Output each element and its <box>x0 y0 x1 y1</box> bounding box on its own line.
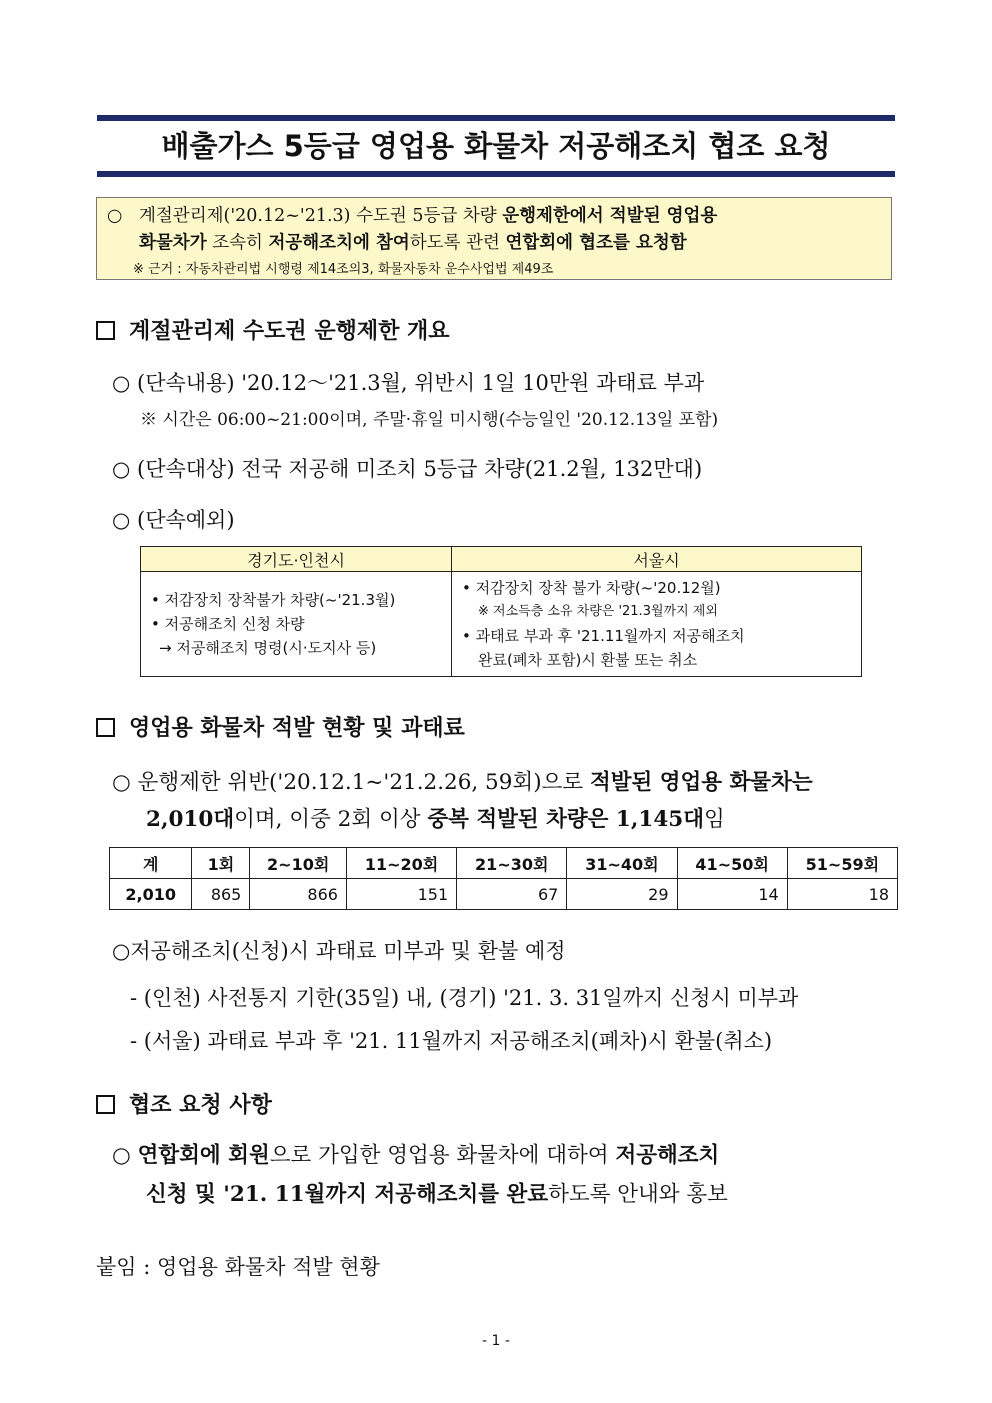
table-header-cell: 31~40회 <box>567 848 677 879</box>
status-emphasis: 중복 적발된 차량은 1,145대 <box>427 807 705 832</box>
checkbox-square-icon <box>96 1095 115 1114</box>
section-heading-overview <box>96 314 450 345</box>
page-number: - 1 - <box>482 1333 510 1349</box>
table-header-cell: 계 <box>110 848 192 879</box>
request-emphasis: 신청 및 '21. 11월까지 저공해조치를 완료 <box>146 1182 549 1207</box>
table-cell: 866 <box>250 879 347 910</box>
overview-item-exceptions: ○ (단속예외) <box>112 508 235 532</box>
status-item-line-1 <box>112 765 813 796</box>
summary-emphasis: 연합회에 협조를 요청함 <box>505 233 687 253</box>
table-cell: 14 <box>677 879 787 910</box>
status-emphasis: 적발된 영업용 화물차는 <box>589 770 813 795</box>
checkbox-square-icon <box>96 321 115 340</box>
table-header-cell: 2~10회 <box>250 848 347 879</box>
request-text: ○ <box>112 1143 138 1168</box>
exceptions-cell-seoul <box>452 572 862 677</box>
status-item-line-2 <box>146 802 725 833</box>
exceptions-item: 완료(폐차 포함)시 환불 또는 취소 <box>478 651 698 669</box>
section-heading-request <box>96 1088 272 1119</box>
table-header-row <box>110 848 898 879</box>
title-rule-bottom <box>97 171 895 177</box>
violation-count-table <box>109 847 898 910</box>
summary-text: 계절관리제('20.12~'21.3) 수도권 5등급 차량 <box>138 206 503 226</box>
table-row <box>110 879 898 910</box>
exceptions-item: • 과태료 부과 후 '21.11월까지 저공해조치 <box>462 627 745 645</box>
table-header-cell: 21~30회 <box>457 848 567 879</box>
exceptions-item: → 저공해조치 명령(시·도지사 등) <box>159 639 377 657</box>
exceptions-note: ※ 저소득층 소유 차량은 '21.3월까지 제외 <box>478 604 718 619</box>
status-item-refund: ○저공해조치(신청)시 과태료 미부과 및 환불 예정 <box>112 939 566 963</box>
checkbox-square-icon <box>96 718 115 737</box>
section-heading-status <box>96 711 465 742</box>
table-header-cell: 41~50회 <box>677 848 787 879</box>
status-item-refund-seoul: - (서울) 과태료 부과 후 '21. 11월까지 저공해조치(폐차)시 환불(취소) <box>130 1029 773 1053</box>
section-heading-text: 영업용 화물차 적발 현황 및 과태료 <box>129 716 465 741</box>
status-text: 이며, 이중 2회 이상 <box>234 807 428 832</box>
summary-note: ※ 근거 : 자동차관리법 시행령 제14조의3, 화물자동차 운수사업법 제49조 <box>133 262 554 277</box>
table-cell: 67 <box>457 879 567 910</box>
exceptions-item: • 저감장치 장착불가 차량(~'21.3월) <box>151 591 396 609</box>
status-text: ○ 운행제한 위반('20.12.1~'21.2.26, 59회)으로 <box>112 770 590 795</box>
summary-line-1 <box>107 202 717 227</box>
table-cell-total: 2,010 <box>110 879 192 910</box>
overview-item-enforcement-note: ※ 시간은 06:00~21:00이며, 주말·휴일 미시행(수능일인 '20.12.13일 포함) <box>140 410 719 430</box>
exceptions-cell-gyeonggi <box>141 572 452 677</box>
request-emphasis: 저공해조치 <box>615 1143 720 1168</box>
exceptions-header-gyeonggi: 경기도·인천시 <box>141 547 452 572</box>
table-cell: 151 <box>346 879 456 910</box>
request-text: 하도록 안내와 홍보 <box>548 1182 728 1207</box>
request-item-line-2 <box>146 1177 728 1208</box>
status-emphasis: 2,010대 <box>146 807 235 832</box>
table-header-cell: 51~59회 <box>787 848 897 879</box>
summary-text: 하도록 관련 <box>409 233 506 253</box>
summary-text: 조속히 <box>206 233 269 253</box>
summary-emphasis: 저공해조치에 참여 <box>268 233 410 253</box>
status-text: 임 <box>704 807 725 832</box>
section-heading-text: 계절관리제 수도권 운행제한 개요 <box>129 319 450 344</box>
exceptions-item: • 저감장치 장착 불가 차량(~'20.12월) <box>462 579 721 597</box>
table-cell: 865 <box>192 879 250 910</box>
table-cell: 18 <box>787 879 897 910</box>
table-header-cell: 1회 <box>192 848 250 879</box>
table-header-cell: 11~20회 <box>346 848 456 879</box>
document-title: 배출가스 5등급 영업용 화물차 저공해조치 협조 요청 <box>161 129 831 163</box>
summary-box <box>96 197 892 280</box>
request-text: 으로 가입한 영업용 화물차에 대하여 <box>269 1143 616 1168</box>
summary-emphasis: 운행제한에서 적발된 영업용 <box>502 206 718 226</box>
status-item-refund-incheon: - (인천) 사전통지 기한(35일) 내, (경기) '21. 3. 31일까지 신청시 미부과 <box>130 986 799 1010</box>
section-heading-text: 협조 요청 사항 <box>129 1093 272 1118</box>
summary-emphasis: 화물차가 <box>139 233 207 253</box>
overview-item-target: ○ (단속대상) 전국 저공해 미조치 5등급 차량(21.2월, 132만대) <box>112 457 703 481</box>
exceptions-header-seoul: 서울시 <box>452 547 862 572</box>
summary-line-2 <box>139 229 687 254</box>
overview-item-enforcement: ○ (단속내용) '20.12～'21.3월, 위반시 1일 10만원 과태료 부과 <box>112 371 705 395</box>
exceptions-table <box>140 546 862 677</box>
request-item-line-1 <box>112 1138 719 1169</box>
request-emphasis: 연합회에 회원 <box>137 1143 270 1168</box>
title-banner <box>97 115 895 177</box>
table-cell: 29 <box>567 879 677 910</box>
summary-bullet: ○ <box>107 206 123 226</box>
exceptions-item: • 저공해조치 신청 차량 <box>151 615 305 633</box>
attachment-note: 붙임 : 영업용 화물차 적발 현황 <box>96 1255 380 1279</box>
